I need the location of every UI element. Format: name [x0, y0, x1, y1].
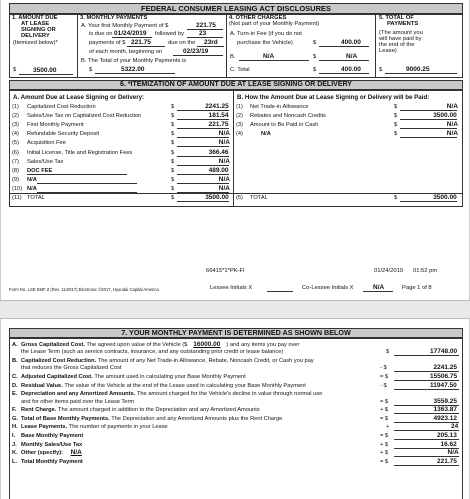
monthly-row-key: K.	[12, 450, 18, 457]
amount-due-value: 3500.00	[33, 67, 57, 74]
item-currency: $	[171, 140, 175, 147]
item-label: Sales/Use Tax on Capitalized Cost Reduction	[27, 113, 142, 120]
payment-source-value: N/A	[446, 103, 458, 110]
turn-in-fee-currency: $	[313, 40, 317, 46]
payments-of-text: payments of $	[89, 40, 126, 46]
total-payments-value: 9000.25	[406, 66, 430, 73]
monthly-row-label: Lease Payments. The number of payments in your Lease	[21, 424, 168, 431]
item-total-rule	[9, 193, 233, 194]
payment-source-number: (1)	[236, 104, 243, 110]
monthly-row-operator: = $	[380, 398, 389, 405]
monthly-row-key: I.	[12, 433, 16, 439]
item-value: 221.75	[208, 121, 229, 129]
first-payment-label: A. Your first Monthly Payment of $	[81, 23, 169, 29]
item-value: N/A	[218, 157, 230, 165]
monthly-row-value: 16.62	[440, 440, 457, 448]
item-label: DOC FEE	[27, 167, 53, 174]
monthly-payment-title: 7. YOUR MONTHLY PAYMENT IS DETERMINED AS SHOWN BELOW	[9, 328, 463, 338]
monthly-row-label: Total Monthly Payment	[21, 458, 83, 465]
monthly-row-label-cont: that reduces the Gross Capitalized Cost	[21, 365, 122, 372]
payment-source-label: Rebates and Noncash Credits	[250, 113, 326, 120]
footer-date: 01/24/2019	[374, 268, 404, 274]
payment-source-line	[400, 137, 457, 138]
monthly-row-operator: + $	[380, 441, 389, 448]
monthly-row-label: Monthly Sales/Use Tax	[21, 441, 83, 448]
payment-source-number: (2)	[236, 113, 243, 120]
monthly-row-label-cont: and for other items paid over the Lease Term	[21, 398, 135, 405]
monthly-row-value: 24	[451, 423, 459, 431]
monthly-row-label: Other (specify): N/A	[21, 449, 82, 457]
monthly-row-operator: = $	[380, 433, 389, 439]
monthly-row-label: Capitalized Cost Reduction. The amount of any Net Trade-in Allowance, Rebate, Noncash Credit, or Cash you pay	[21, 358, 314, 364]
total-payments-heading-2: PAYMENTS	[387, 21, 419, 27]
item-currency: $	[171, 104, 175, 110]
amount-due-currency: $	[13, 67, 17, 73]
monthly-row-label: Residual Value. The value of the Vehicle at the end of the Lease used in calculating your Base Monthly Payment	[21, 382, 306, 389]
item-value-line	[177, 110, 229, 111]
item-value-line	[177, 137, 229, 138]
monthly-row-key: G.	[12, 415, 19, 422]
item-number: (11)	[12, 195, 22, 201]
item-number: (3)	[12, 122, 19, 129]
monthly-row-key: B.	[12, 358, 18, 364]
begin-date: 02/23/19	[183, 48, 209, 55]
item-leader	[27, 174, 127, 175]
monthly-row-operator: $	[386, 349, 390, 356]
total-monthly-currency: $	[89, 67, 93, 73]
item-label: First Monthly Payment	[27, 122, 84, 129]
other-charge-b-label: B.	[230, 54, 236, 60]
item-label: Initial License, Title and Registration Fees	[27, 149, 133, 156]
item-value-line	[177, 156, 229, 157]
item-value: N/A	[218, 139, 230, 147]
footer-time: 01:52 pm	[413, 268, 438, 274]
monthly-row-label: Base Monthly Payment	[21, 433, 84, 439]
payment-source-currency: $	[394, 131, 398, 138]
monthly-row-operator: + $	[380, 407, 389, 414]
followed-by-text: followed by	[155, 31, 185, 37]
due-on-text: is due on	[89, 31, 113, 37]
item-number: (5)	[12, 140, 19, 147]
item-value-line	[177, 165, 229, 166]
item-currency: $	[171, 185, 175, 192]
total-payments-note-2: will have paid by	[379, 36, 422, 42]
total-payments-note-4: Lease)	[379, 48, 397, 54]
other-charges-total-currency: $	[313, 67, 317, 73]
monthly-row-label: Gross Capitalized Cost. The agreed upon value of the Vehicle ($ 16000.00 ) and any items you pay over	[21, 341, 300, 348]
item-value: N/A	[218, 130, 230, 138]
other-charges-total-label: C. Total	[230, 67, 250, 73]
monthly-row-operator: + $	[380, 450, 389, 457]
payment-source-currency: $	[394, 195, 398, 201]
monthly-row-label-cont: the Lease Term (such as service contracts, insurance, and any outstanding prior credit or lease balance)	[21, 349, 284, 356]
monthly-row-label: Adjusted Capitalized Cost. The amount used in calculating your Base Monthly Payment	[21, 374, 246, 380]
item-number: (8)	[12, 167, 19, 174]
monthly-row-key: C.	[12, 374, 18, 380]
total-monthly-label: B. The Total of your Monthly Payments is	[81, 58, 187, 64]
payment-source-currency: $	[394, 113, 398, 120]
other-charges-total-value: 400.00	[341, 66, 361, 73]
payment-source-value: N/A	[446, 130, 458, 138]
amount-due-heading-1: 1. AMOUNT DUE	[12, 15, 58, 21]
item-value-line	[177, 128, 229, 129]
payment-source-number: (4)	[236, 131, 243, 138]
total-payments-heading-1: 5. TOTAL OF	[379, 15, 414, 21]
monthly-row-key: J.	[12, 441, 17, 448]
item-number: (7)	[12, 158, 19, 165]
turn-in-fee-value: 400.00	[341, 39, 361, 46]
disclosure-page-2	[0, 319, 470, 499]
amount-due-heading-3: SIGNING OR	[21, 27, 56, 33]
monthly-row-operator: +	[386, 424, 390, 431]
monthly-row-operator: = $	[380, 458, 389, 465]
document-code: 66415*1*PK-FI	[206, 268, 245, 274]
item-label: Capitalized Cost Reduction	[27, 104, 96, 110]
colessee-initials-value: N/A	[373, 284, 385, 291]
monthly-row-value: 4923.12	[433, 414, 457, 422]
item-currency: $	[171, 122, 175, 129]
remaining-payment-count: 23	[199, 30, 207, 37]
item-currency: $	[171, 149, 175, 156]
item-number: (2)	[12, 113, 19, 120]
total-payments-currency: $	[379, 67, 383, 73]
item-currency: $	[171, 195, 175, 201]
amount-due-heading-2: AT LEASE	[21, 21, 50, 27]
payment-total-rule	[233, 193, 463, 194]
total-payments-note-1: (The amount you	[379, 30, 423, 36]
due-on-the-text: due on the	[168, 40, 196, 46]
payment-source-line	[400, 201, 457, 202]
item-label: N/A	[27, 176, 37, 183]
monthly-payments-heading: 3. MONTHLY PAYMENTS	[80, 15, 148, 21]
item-value: 3500.00	[205, 194, 229, 201]
payment-source-value: 3500.00	[433, 194, 457, 201]
payment-source-number: (3)	[236, 122, 243, 129]
payment-source-line	[400, 110, 457, 111]
payment-source-number: (5)	[236, 195, 243, 201]
monthly-row-key: L.	[12, 458, 18, 465]
other-charge-b-currency: $	[313, 54, 317, 60]
monthly-row-value: 3559.25	[433, 397, 457, 405]
monthly-row-label: Rent Charge. The amount charged in addition to the Depreciation and any Amortized Amounts	[21, 407, 260, 414]
monthly-row-value: 15506.75	[430, 373, 458, 380]
monthly-row-operator: = $	[380, 374, 389, 380]
monthly-row-key: D.	[12, 382, 18, 389]
monthly-row-key: A.	[12, 342, 18, 348]
payment-source-line	[400, 128, 457, 129]
monthly-row-line	[394, 465, 459, 466]
monthly-payment-value: 221.75	[131, 39, 151, 46]
turn-in-fee-label: A. Turn-in Fee (if you do not	[230, 31, 302, 37]
item-value: N/A	[218, 184, 230, 192]
monthly-row-value: 1363.87	[433, 406, 457, 414]
first-payment-date: 01/24/2019	[114, 30, 147, 37]
item-value-line	[177, 201, 229, 202]
monthly-row-value: N/A	[447, 449, 459, 457]
item-value: 2241.25	[205, 103, 229, 110]
item-currency: $	[171, 176, 175, 183]
other-charge-b-desc: N/A	[263, 53, 275, 60]
page-break	[0, 300, 470, 319]
colessee-initials-label: Co-Lessee Initials X	[302, 285, 354, 291]
item-number: (9)	[12, 176, 19, 183]
payment-source-line	[400, 119, 457, 120]
item-leader	[37, 183, 137, 184]
payment-source-currency: $	[394, 122, 398, 129]
item-number: (6)	[12, 149, 19, 156]
monthly-row-value: 17748.00	[430, 348, 458, 356]
form-number: Form No. LSE KMF Z (Rev. 11/2017) Electronic ©2017, Hyundai Capital America	[9, 287, 159, 292]
itemization-title: 6. *ITEMIZATION OF AMOUNT DUE AT LEASE SIGNING OR DELIVERY	[9, 80, 463, 90]
item-value: N/A	[218, 175, 230, 183]
total-payments-note-3: the end of the	[379, 42, 415, 48]
page-number: Page 1 of 8	[402, 285, 432, 291]
item-number: (4)	[12, 131, 19, 138]
monthly-row-key: E.	[12, 391, 18, 398]
other-charges-heading: 4. OTHER CHARGES	[229, 15, 287, 21]
monthly-row-value: 11947.50	[430, 381, 457, 389]
item-value: 366.46	[208, 148, 229, 156]
item-currency: $	[171, 131, 175, 138]
payment-source-value: N/A	[446, 121, 458, 129]
each-month-text: of each month, beginning on	[89, 49, 163, 55]
item-value-line	[177, 146, 229, 147]
monthly-row-line	[394, 355, 459, 356]
item-currency: $	[171, 158, 175, 165]
monthly-row-line	[394, 389, 459, 390]
item-number: (10)	[12, 185, 23, 192]
item-value-line	[177, 183, 229, 184]
payment-source-label: Net Trade-in Allowance	[250, 104, 309, 110]
item-number: (1)	[12, 104, 19, 110]
turn-in-fee-label-2: purchase the Vehicle)	[237, 40, 293, 46]
payment-day: 23rd	[204, 39, 218, 46]
monthly-row-value: 205.13	[437, 432, 457, 439]
first-payment-value: 221.75	[196, 22, 216, 29]
item-currency: $	[171, 167, 175, 174]
total-monthly-value: 5322.00	[121, 66, 145, 73]
payment-source-label: N/A	[261, 131, 271, 138]
other-charge-b-value: N/A	[346, 53, 358, 60]
monthly-row-operator: - $	[380, 382, 387, 389]
item-label: TOTAL	[27, 195, 45, 201]
monthly-row-line	[394, 422, 459, 423]
monthly-row-key: F.	[12, 407, 17, 414]
item-value-line	[177, 119, 229, 120]
amount-due-items-heading: A. Amount Due at Lease Signing or Delivery:	[13, 94, 145, 101]
item-value-line	[177, 174, 229, 175]
item-currency: $	[171, 113, 175, 120]
monthly-row-label: Total of Base Monthly Payments. The Depreciation and any Amortized Amounts plus the Rent Charge	[21, 415, 283, 422]
payment-source-label: Amount to Be Paid in Cash	[250, 122, 319, 129]
lessee-initials-label: Lessee Initials X	[210, 285, 253, 291]
monthly-row-key: H.	[12, 424, 18, 431]
payment-source-value: 3500.00	[433, 112, 457, 120]
monthly-row-operator: = $	[380, 415, 389, 422]
payment-source-label: TOTAL	[250, 195, 268, 201]
amount-paid-items-heading: B. How the Amount Due at Lease Signing or Delivery will be Paid:	[237, 94, 430, 101]
item-value: 489.00	[208, 166, 229, 174]
monthly-row-value: 2241.25	[433, 364, 457, 372]
amount-due-note: (Itemized below)*	[13, 40, 58, 46]
item-label: N/A	[27, 185, 37, 192]
other-charges-sub: (Not part of your Monthly Payment)	[229, 21, 320, 27]
monthly-row-label: Depreciation and any Amortized Amounts. The amount charged for the Vehicle's decline in value through normal use	[21, 391, 323, 398]
payment-source-currency: $	[394, 104, 398, 110]
disclosures-title: FEDERAL CONSUMER LEASING ACT DISCLOSURES	[9, 3, 463, 14]
monthly-row-operator: - $	[380, 365, 387, 372]
monthly-row-value: 221.75	[437, 457, 457, 465]
item-label: Sales/Use Tax	[27, 158, 64, 165]
item-label: Refundable Security Deposit	[27, 131, 100, 138]
amount-due-heading-4: DELIVERY	[21, 33, 50, 39]
item-value: 181.54	[208, 112, 229, 120]
item-label: Acquisition Fee	[27, 140, 66, 147]
